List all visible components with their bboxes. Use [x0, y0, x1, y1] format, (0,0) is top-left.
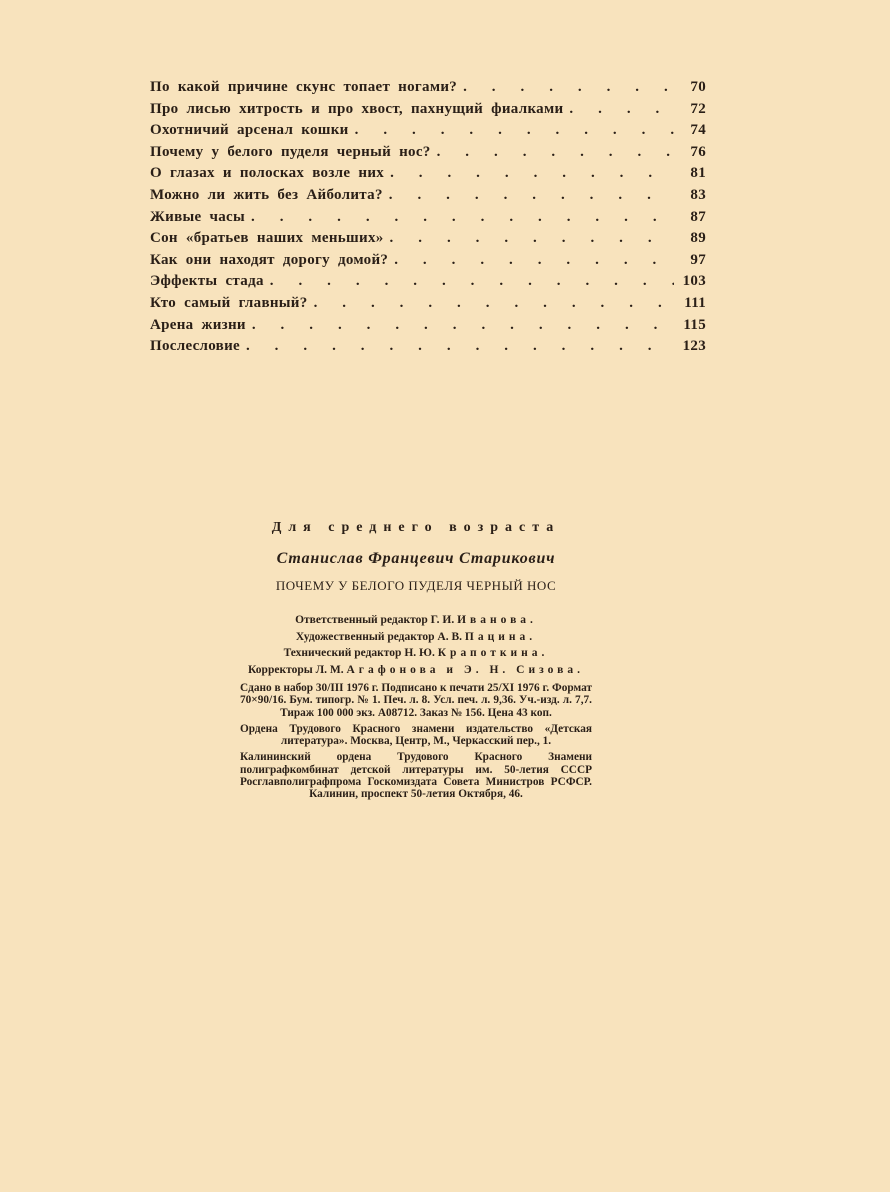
printer-info: Калининский ордена Трудового Красного Знамени полиграфкомбинат детской литературы им. 50-летия СССР Росглавполиграфпрома Госкомиздата Совета Министров РСФСР. Калинин, проспект 50-летия Октября, 46. — [240, 751, 592, 801]
toc-entry-page: 97 — [690, 251, 706, 268]
toc-entry-page: 83 — [690, 186, 706, 203]
editor-role: Художественный редактор А. В. — [295, 630, 462, 643]
toc-entry — [150, 295, 706, 317]
toc-entry-title: О глазах и полосках возле них — [150, 165, 385, 182]
toc-entry-page: 74 — [690, 122, 706, 139]
toc-entry-title: По какой причине скунс топает ногами? — [150, 79, 458, 95]
toc-entry — [150, 165, 706, 187]
editor-role: Ответственный редактор Г. И. — [295, 614, 455, 626]
toc-entry-page: 111 — [684, 294, 706, 311]
toc-entry-title: Охотничий арсенал кошки — [150, 122, 349, 139]
toc-entry — [150, 122, 706, 144]
leader-dots — [463, 79, 674, 96]
toc-entry-title: Сон «братьев наших меньших» — [150, 230, 384, 247]
toc-entry-page: 76 — [690, 143, 706, 160]
print-data: Сдано в набор 30/III 1976 г. Подписано к печати 25/XI 1976 г. Формат 70×90/16. Бум. типогр. № 1. Печ. л. 8. Усл. печ. л. 9,36. Уч.-изд. л. 7,7. Тираж 100 000 экз. А08712. Заказ № 156. Цена 43 коп. — [240, 682, 592, 719]
toc-entry — [150, 144, 706, 166]
toc-entry-title: Как они находят дорогу домой? — [150, 251, 389, 268]
toc-entry-page: 87 — [690, 208, 706, 225]
editor-role: Корректоры Л. М. — [248, 663, 344, 676]
toc-entry-page: 103 — [682, 273, 706, 290]
table-of-contents — [150, 79, 706, 360]
toc-entry — [150, 209, 706, 231]
toc-entry-title: Арена жизни — [150, 316, 246, 333]
toc-entry — [150, 230, 706, 252]
publisher-info: Ордена Трудового Красного знамени издательство «Детская литература». Москва, Центр, М., Черкасский пер., 1. — [240, 722, 592, 748]
toc-entry — [150, 252, 706, 274]
leader-dots — [437, 144, 674, 161]
editor-line — [240, 612, 592, 629]
leader-dots — [389, 187, 674, 204]
toc-entry — [150, 273, 706, 295]
toc-entry-page: 81 — [690, 165, 706, 182]
toc-entry-title: Послесловие — [150, 338, 240, 355]
toc-entry-title: Почему у белого пуделя черный нос? — [150, 143, 431, 160]
leader-dots — [394, 252, 674, 269]
age-group: Для среднего возраста — [271, 520, 561, 535]
leader-dots — [390, 230, 674, 247]
editor-name: Агафонова и Э. Н. Сизова. — [346, 663, 584, 676]
editor-line — [240, 662, 592, 679]
editor-line — [240, 629, 592, 646]
editor-role: Технический редактор Н. Ю. — [283, 647, 435, 659]
editor-name: Иванова. — [457, 614, 537, 626]
leader-dots — [390, 165, 674, 182]
author-name: Станислав Францевич Старикович — [276, 550, 556, 567]
leader-dots — [314, 295, 674, 312]
toc-entry-title: Эффекты стада — [150, 273, 264, 290]
toc-entry — [150, 317, 706, 339]
toc-entry-title: Живые часы — [150, 208, 246, 225]
toc-entry-page: 115 — [683, 316, 706, 333]
leader-dots — [569, 101, 674, 118]
leader-dots — [252, 317, 674, 334]
toc-entry-page: 89 — [690, 230, 706, 247]
leader-dots — [246, 338, 674, 355]
leader-dots — [270, 273, 674, 290]
leader-dots — [355, 122, 674, 139]
editor-line — [240, 645, 592, 662]
toc-entry-page: 72 — [690, 100, 706, 117]
toc-entry-title: Про лисью хитрость и про хвост, пахнущий фиалками — [150, 100, 564, 117]
imprint — [240, 520, 592, 801]
toc-entry — [150, 187, 706, 209]
toc-entry — [150, 338, 706, 360]
toc-entry — [150, 79, 706, 101]
book-title: ПОЧЕМУ У БЕЛОГО ПУДЕЛЯ ЧЕРНЫЙ НОС — [275, 578, 557, 593]
toc-entry-title: Можно ли жить без Айболита? — [150, 186, 383, 203]
toc-entry-page: 70 — [690, 79, 706, 95]
editor-name: Крапоткина. — [437, 647, 549, 659]
editor-name: Пацина. — [464, 630, 537, 643]
toc-entry-page: 123 — [682, 338, 706, 355]
toc-entry-title: Кто самый главный? — [150, 294, 308, 311]
toc-entry — [150, 101, 706, 123]
leader-dots — [251, 209, 674, 226]
